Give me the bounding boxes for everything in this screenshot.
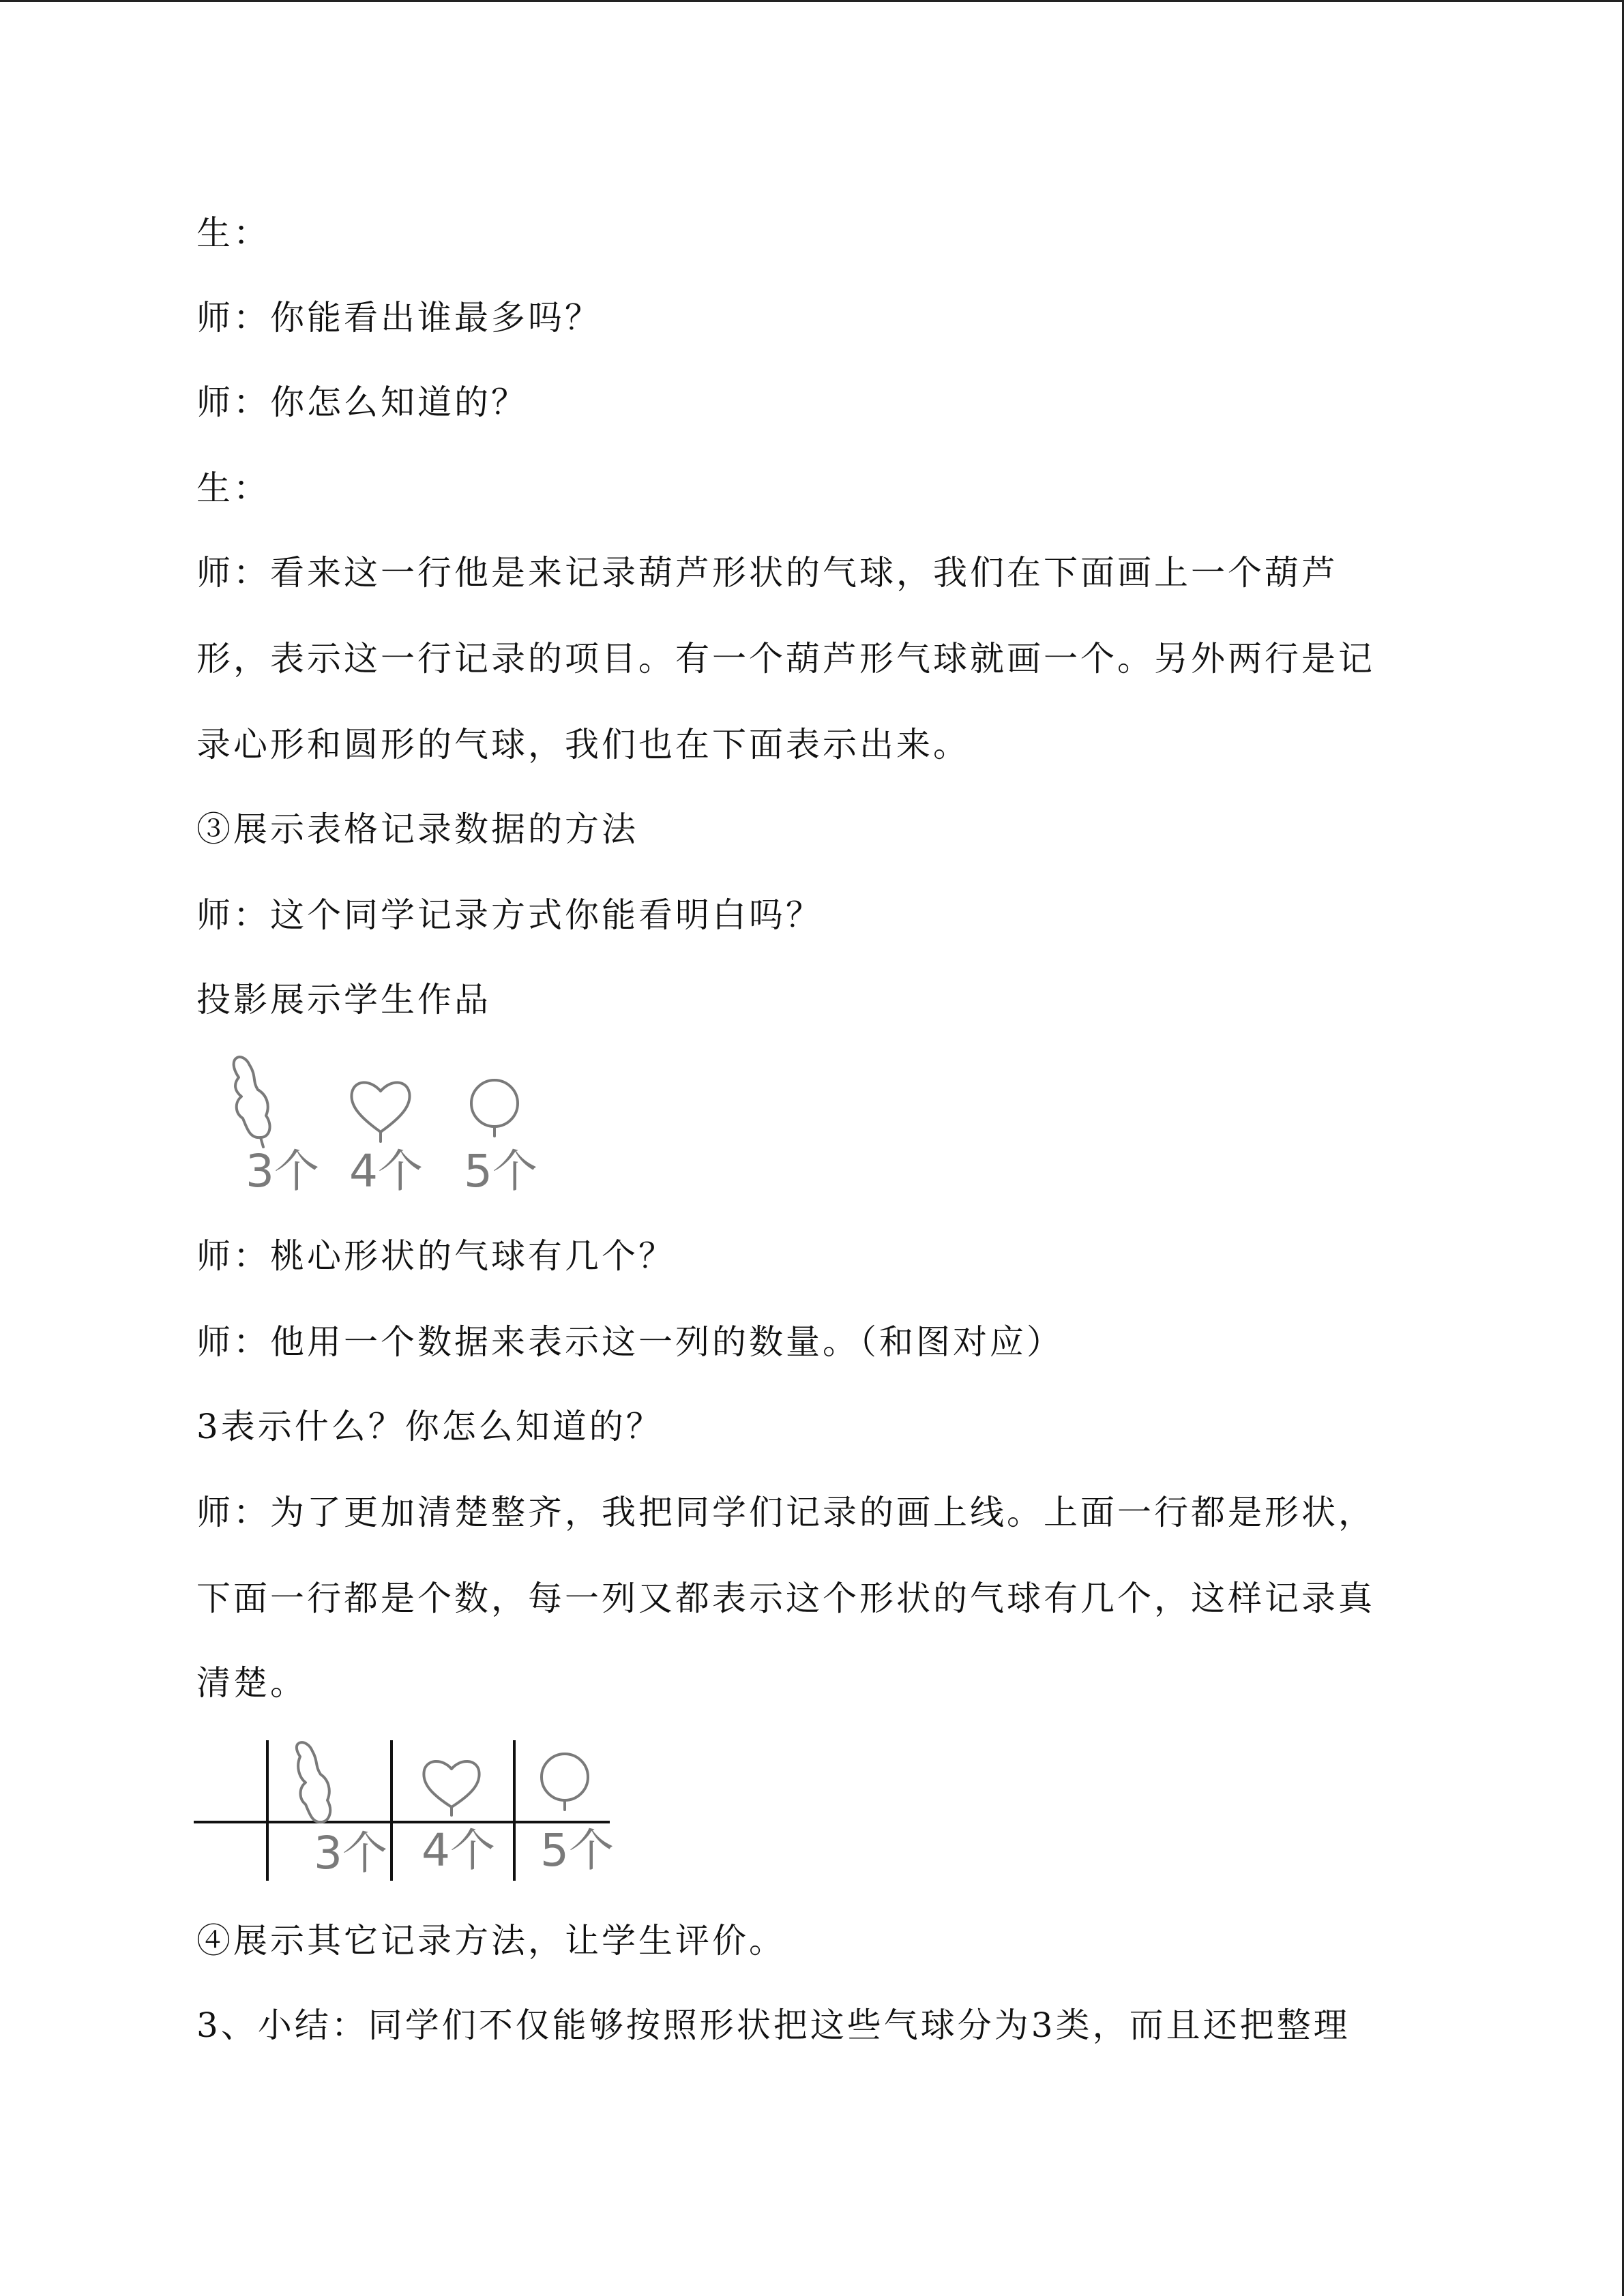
round-balloon-icon [471, 1080, 518, 1136]
text-line-5: 师：看来这一行他是来记录葫芦形状的气球，我们在下面画上一个葫芦 [196, 553, 1338, 593]
text-line-6: 形，表示这一行记录的项目。有一个葫芦形气球就画一个。另外两行是记 [196, 639, 1375, 679]
text-line-18: 3、小结：同学们不仅能够按照形状把这些气球分为3类，而且还把整理 [196, 2006, 1350, 2045]
round-balloon-icon [542, 1754, 588, 1810]
text-line-14: 师：为了更加清楚整齐，我把同学们记录的画上线。上面一行都是形状， [196, 1493, 1375, 1532]
gourd-balloon-icon [297, 1742, 330, 1822]
heart-balloon-icon [351, 1082, 409, 1142]
gourd-count: 3个 [314, 1827, 387, 1879]
page-top-border [0, 0, 1624, 2]
gourd-count: 3个 [246, 1145, 319, 1197]
round-count: 5个 [540, 1824, 614, 1877]
text-line-2: 师：你能看出谁最多吗？ [196, 298, 602, 338]
gourd-balloon-icon [234, 1057, 270, 1147]
text-line-9: 师：这个同学记录方式你能看明白吗？ [196, 895, 823, 935]
heart-count: 4个 [422, 1824, 495, 1877]
text-line-4: 生： [196, 468, 270, 508]
text-line-1: 生： [196, 213, 270, 253]
student-work-figure [205, 1050, 559, 1207]
text-line-3: 师：你怎么知道的？ [196, 383, 528, 422]
text-line-11: 师：桃心形状的气球有几个？ [196, 1236, 675, 1276]
heart-count: 4个 [349, 1145, 423, 1197]
text-line-15: 下面一行都是个数，每一列又都表示这个形状的气球有几个，这样记录真 [196, 1579, 1375, 1618]
text-line-16: 清楚。 [196, 1663, 307, 1703]
text-line-13: 3表示什么？你怎么知道的？ [196, 1407, 663, 1446]
text-line-17: ④展示其它记录方法，让学生评价。 [196, 1921, 786, 1960]
text-line-8: ③展示表格记录数据的方法 [196, 809, 638, 849]
round-count: 5个 [464, 1145, 537, 1197]
heart-balloon-icon [424, 1761, 479, 1815]
text-line-12: 师：他用一个数据来表示这一列的数量。（和图对应） [196, 1322, 1063, 1362]
text-line-10: 投影展示学生作品 [196, 980, 491, 1019]
lined-table-figure [192, 1739, 629, 1889]
text-line-7: 录心形和圆形的气球，我们也在下面表示出来。 [196, 725, 970, 764]
